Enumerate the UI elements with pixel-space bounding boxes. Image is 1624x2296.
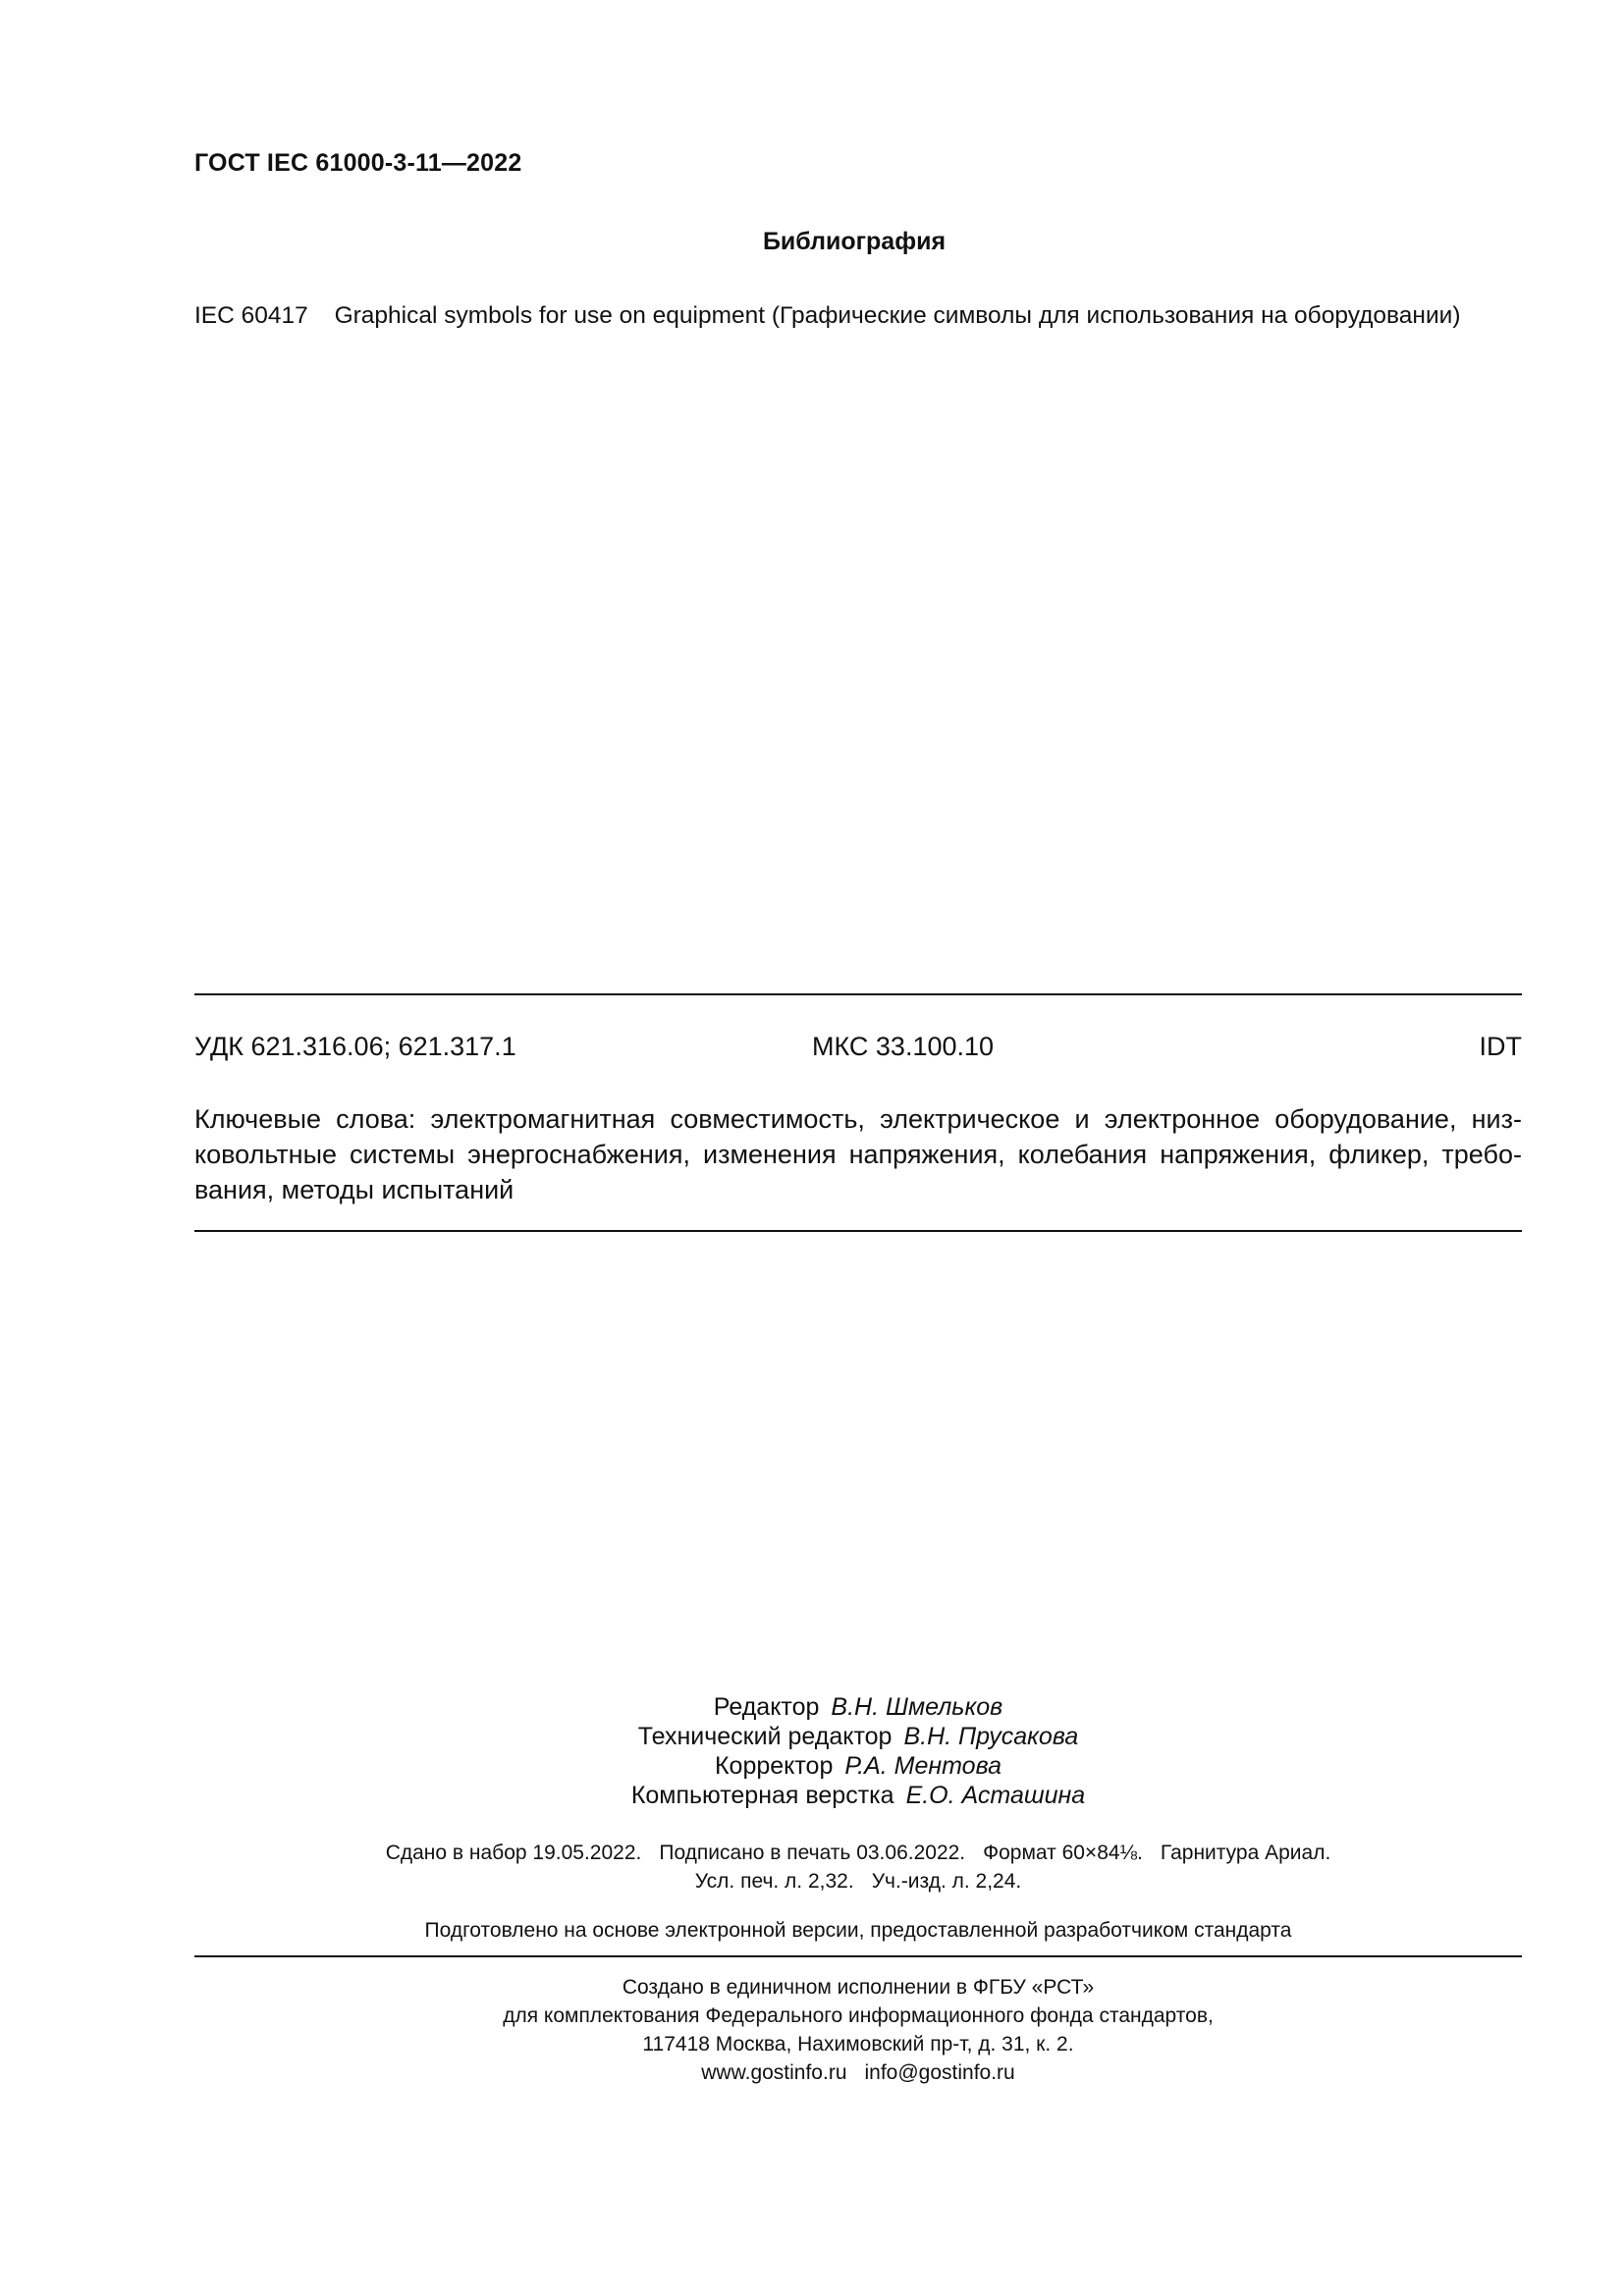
credit-line xyxy=(0,1751,1624,1781)
website-link[interactable]: www.gostinfo.ru xyxy=(701,2061,847,2084)
created-line-1: Создано в единичном исполнении в ФГБУ «РСТ» xyxy=(622,1976,1095,1999)
keywords-block xyxy=(194,1101,1522,1207)
credit-name: В.Н. Прусакова xyxy=(903,1723,1079,1750)
idt-label: IDT xyxy=(1479,1032,1522,1061)
print-info-line-1 xyxy=(0,1839,1624,1867)
mks-code: МКС 33.100.10 xyxy=(812,1032,995,1061)
print-typeface: Гарнитура Ариал. xyxy=(1160,1842,1331,1864)
credit-role: Корректор xyxy=(714,1752,834,1780)
credit-role: Технический редактор xyxy=(637,1723,893,1750)
credits-block xyxy=(0,1692,1624,1810)
created-contacts xyxy=(0,2058,1624,2087)
credit-role: Редактор xyxy=(713,1693,820,1721)
print-signed: Подписано в печать 03.06.2022. xyxy=(659,1842,966,1864)
email-link[interactable]: info@gostinfo.ru xyxy=(864,2061,1015,2084)
bibliography-entry-text: Graphical symbols for use on equipment (Графические символы для использования на оборудовании) xyxy=(334,302,1461,329)
bibliography-title: Библиография xyxy=(762,228,947,255)
created-line-3: 117418 Москва, Нахимовский пр-т, д. 31, к. 2. xyxy=(642,2033,1074,2056)
udk-code: УДК 621.316.06; 621.317.1 xyxy=(194,1032,516,1061)
credit-line xyxy=(0,1692,1624,1722)
print-sheets: Усл. печ. л. 2,32. xyxy=(694,1870,854,1893)
keywords-line: Ключевые слова: электромагнитная совместимость, электрическое и электронное оборудование, низ- xyxy=(194,1104,1522,1134)
credit-name: Е.О. Асташина xyxy=(905,1782,1086,1809)
print-info xyxy=(0,1839,1624,1896)
print-submitted: Сдано в набор 19.05.2022. xyxy=(385,1842,642,1864)
created-block xyxy=(0,1973,1624,2087)
divider-top xyxy=(194,993,1522,995)
print-info-line-2 xyxy=(0,1867,1624,1896)
print-format: Формат 60×84⅛. xyxy=(983,1842,1143,1864)
credit-name: Р.А. Ментова xyxy=(844,1752,1001,1780)
keywords-line: ковольтные системы энергоснабжения, изменения напряжения, колебания напряжения, фликер, требо- xyxy=(194,1140,1522,1169)
divider-bottom xyxy=(194,1955,1522,1957)
divider-keywords-bottom xyxy=(194,1230,1522,1232)
credit-line xyxy=(0,1781,1624,1810)
credit-line xyxy=(0,1722,1624,1751)
created-line-2: для комплектования Федерального информационного фонда стандартов, xyxy=(503,2004,1214,2027)
credit-name: В.Н. Шмельков xyxy=(831,1693,1003,1721)
keywords-line: вания, методы испытаний xyxy=(194,1175,514,1204)
print-edition-sheets: Уч.-изд. л. 2,24. xyxy=(871,1870,1022,1893)
bibliography-entry xyxy=(194,302,1460,330)
prepared-note: Подготовлено на основе электронной версии, предоставленной разработчиком стандарта xyxy=(424,1919,1292,1942)
bibliography-entry-code: IEC 60417 xyxy=(194,302,308,329)
credit-role: Компьютерная верстка xyxy=(630,1782,894,1809)
document-header-code: ГОСТ IEC 61000-3-11—2022 xyxy=(194,149,522,177)
